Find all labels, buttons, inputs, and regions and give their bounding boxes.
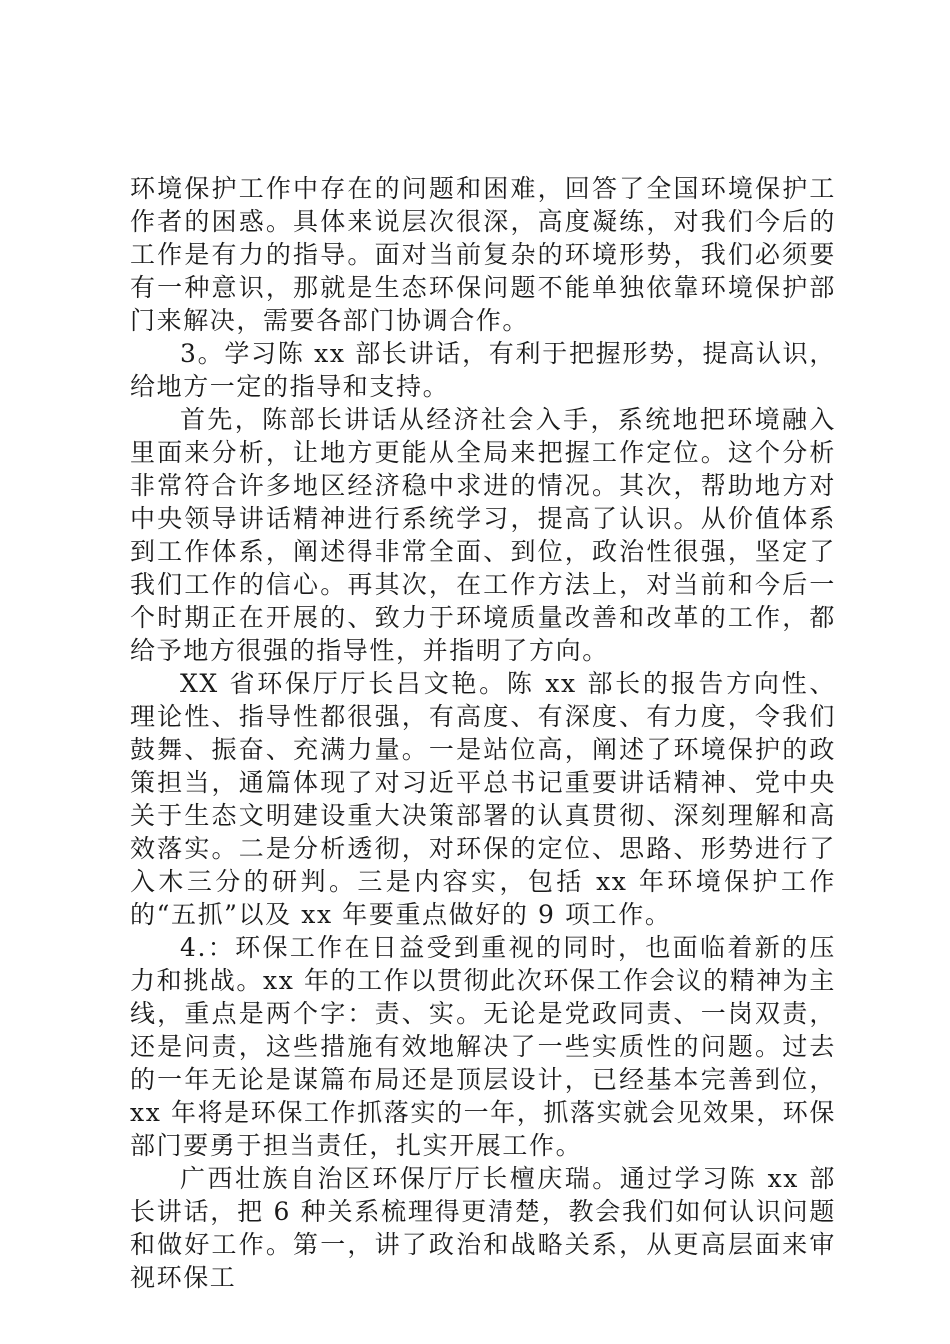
paragraph-3: 首先，陈部长讲话从经济社会入手，系统地把环境融入里面来分析，让地方更能从全局来把握工作定位。这个分析非常符合许多地区经济稳中求进的情况。其次，帮助地方对中央领导讲话精神进行系统学习，提高了认识。从价值体系到工作体系，阐述得非常全面、到位，政治性很强，坚定了我们工作的信心。再其次，在工作方法上，对当前和今后一个时期正在开展的、致力于环境质量改善和改革的工作，都给予地方很强的指导性，并指明了方向。	[130, 405, 836, 665]
paragraph-2: 3。学习陈 xx 部长讲话，有利于把握形势，提高认识，给地方一定的指导和支持。	[130, 339, 836, 401]
paragraph-4: XX 省环保厅厅长吕文艳。陈 xx 部长的报告方向性、理论性、指导性都很强，有高度、有深度、有力度，令我们鼓舞、振奋、充满力量。一是站位高，阐述了环境保护的政策担当，通篇体现了对习近平总书记重要讲话精神、党中央关于生态文明建设重大决策部署的认真贯彻、深刻理解和高效落实。二是分析透彻，对环保的定位、思路、形势进行了入木三分的研判。三是内容实，包括 xx 年环境保护工作的“五抓”以及 xx 年要重点做好的 9 项工作。	[130, 669, 836, 929]
paragraph-6: 广西壮族自治区环保厅厅长檀庆瑞。通过学习陈 xx 部长讲话，把 6 种关系梳理得更清楚，教会我们如何认识问题和做好工作。第一，讲了政治和战略关系，从更高层面来审视环保工	[130, 1164, 836, 1292]
paragraph-1: 环境保护工作中存在的问题和困难，回答了全国环境保护工作者的困惑。具体来说层次很深，高度凝练，对我们今后的工作是有力的指导。面对当前复杂的环境形势，我们必须要有一种意识，那就是生态环保问题不能单独依靠环境保护部门来解决，需要各部门协调合作。	[130, 174, 836, 335]
paragraph-5: 4.：环保工作在日益受到重视的同时，也面临着新的压力和挑战。xx 年的工作以贯彻此次环保工作会议的精神为主线，重点是两个字：责、实。无论是党政同责、一岗双责，还是问责，这些措施有效地解决了一些实质性的问题。过去的一年无论是谋篇布局还是顶层设计，已经基本完善到位，xx 年将是环保工作抓落实的一年，抓落实就会见效果，环保部门要勇于担当责任，扎实开展工作。	[130, 933, 836, 1160]
document-body	[130, 172, 836, 1294]
